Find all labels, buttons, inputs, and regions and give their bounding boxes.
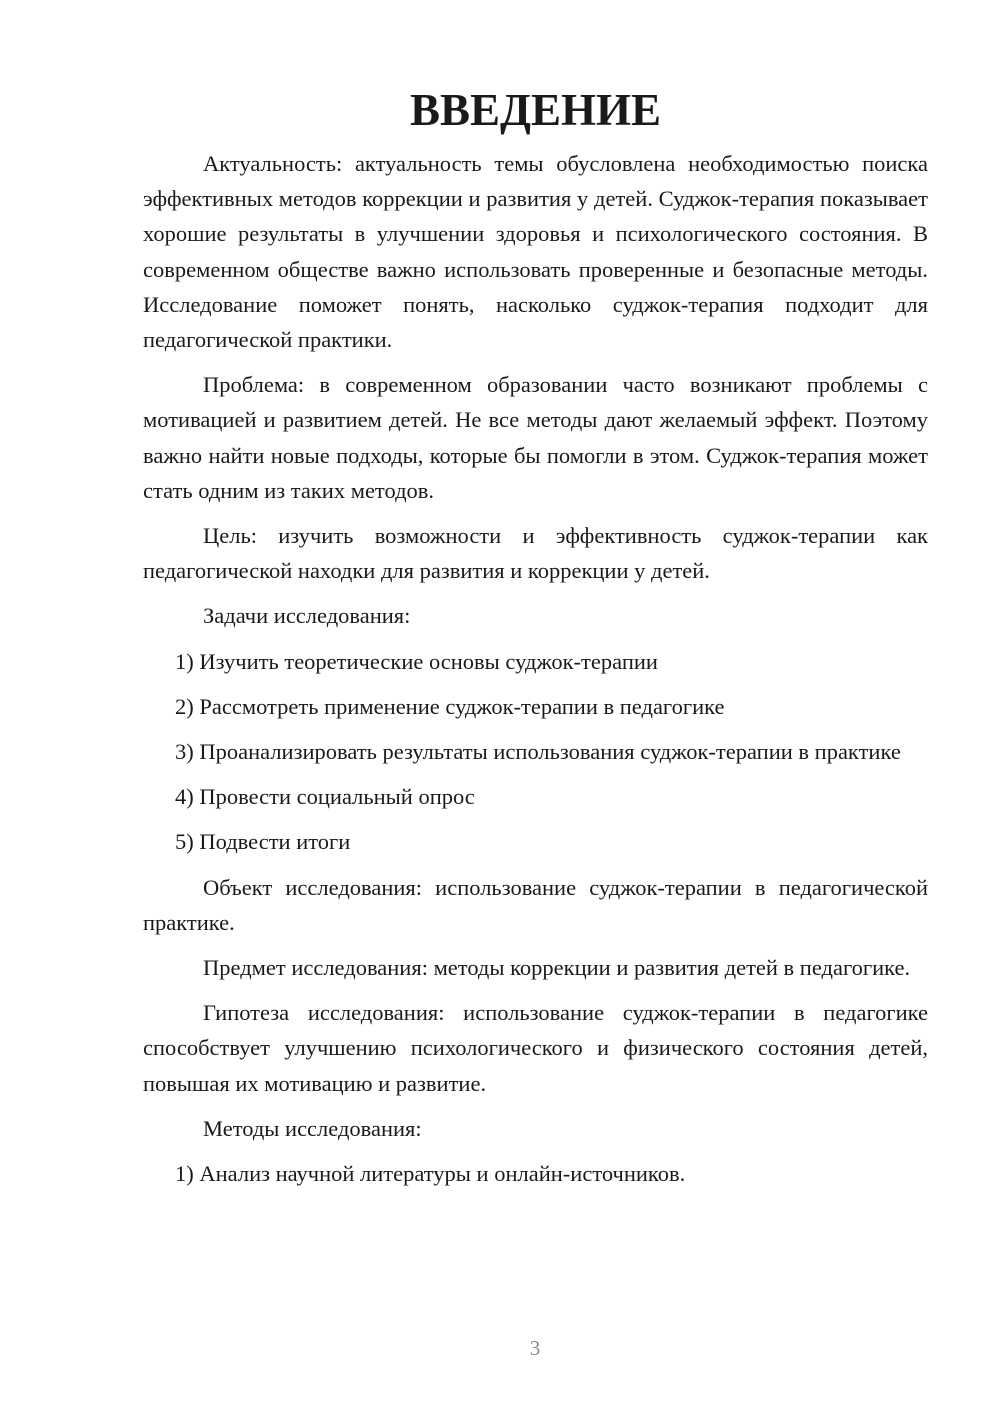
paragraph-goal: Цель: изучить возможности и эффективность суджок-терапии как педагогической находки для развития и коррекции у детей. <box>143 523 928 584</box>
task-item: 3) Проанализировать результаты использования суджок-терапии в практике <box>175 739 901 765</box>
paragraph-subject: Предмет исследования: методы коррекции и развития детей в педагогике. <box>203 955 911 981</box>
task-item: 5) Подвести итоги <box>175 829 351 855</box>
page-number: 3 <box>529 1336 541 1360</box>
method-item: 1) Анализ научной литературы и онлайн-источников. <box>175 1161 686 1187</box>
paragraph-methods-heading: Методы исследования: <box>203 1115 422 1141</box>
paragraph-object: Объект исследования: использование суджок-терапии в педагогической практике. <box>143 874 928 935</box>
task-item: 2) Рассмотреть применение суджок-терапии в педагогике <box>175 693 725 719</box>
paragraph-tasks-heading: Задачи исследования: <box>203 603 411 629</box>
paragraph-relevance: Актуальность: актуальность темы обусловлена необходимостью поиска эффективных методов коррекции и развития у детей. Суджок-терапия показывает хорошие результаты в улучшении здоровья и психологического состояния. В современном обществе важно использовать проверенные и безопасные методы. Исследование поможет понять, насколько суджок-терапия подходит для педагогической практики. <box>143 151 928 353</box>
paragraph-hypothesis: Гипотеза исследования: использование суджок-терапии в педагогике способствует улучшению психологического и физического состояния детей, повышая их мотивацию и развитие. <box>143 1000 928 1096</box>
page-title: ВВЕДЕНИЕ <box>409 85 662 135</box>
task-item: 1) Изучить теоретические основы суджок-терапии <box>175 648 658 674</box>
document-body <box>143 85 928 1191</box>
paragraph-problem: Проблема: в современном образовании часто возникают проблемы с мотивацией и развитием детей. Не все методы дают желаемый эффект. Поэтому важно найти новые подходы, которые бы помогли в этом. Суджок-терапия может стать одним из таких методов. <box>143 372 928 503</box>
task-item: 4) Провести социальный опрос <box>175 784 475 810</box>
